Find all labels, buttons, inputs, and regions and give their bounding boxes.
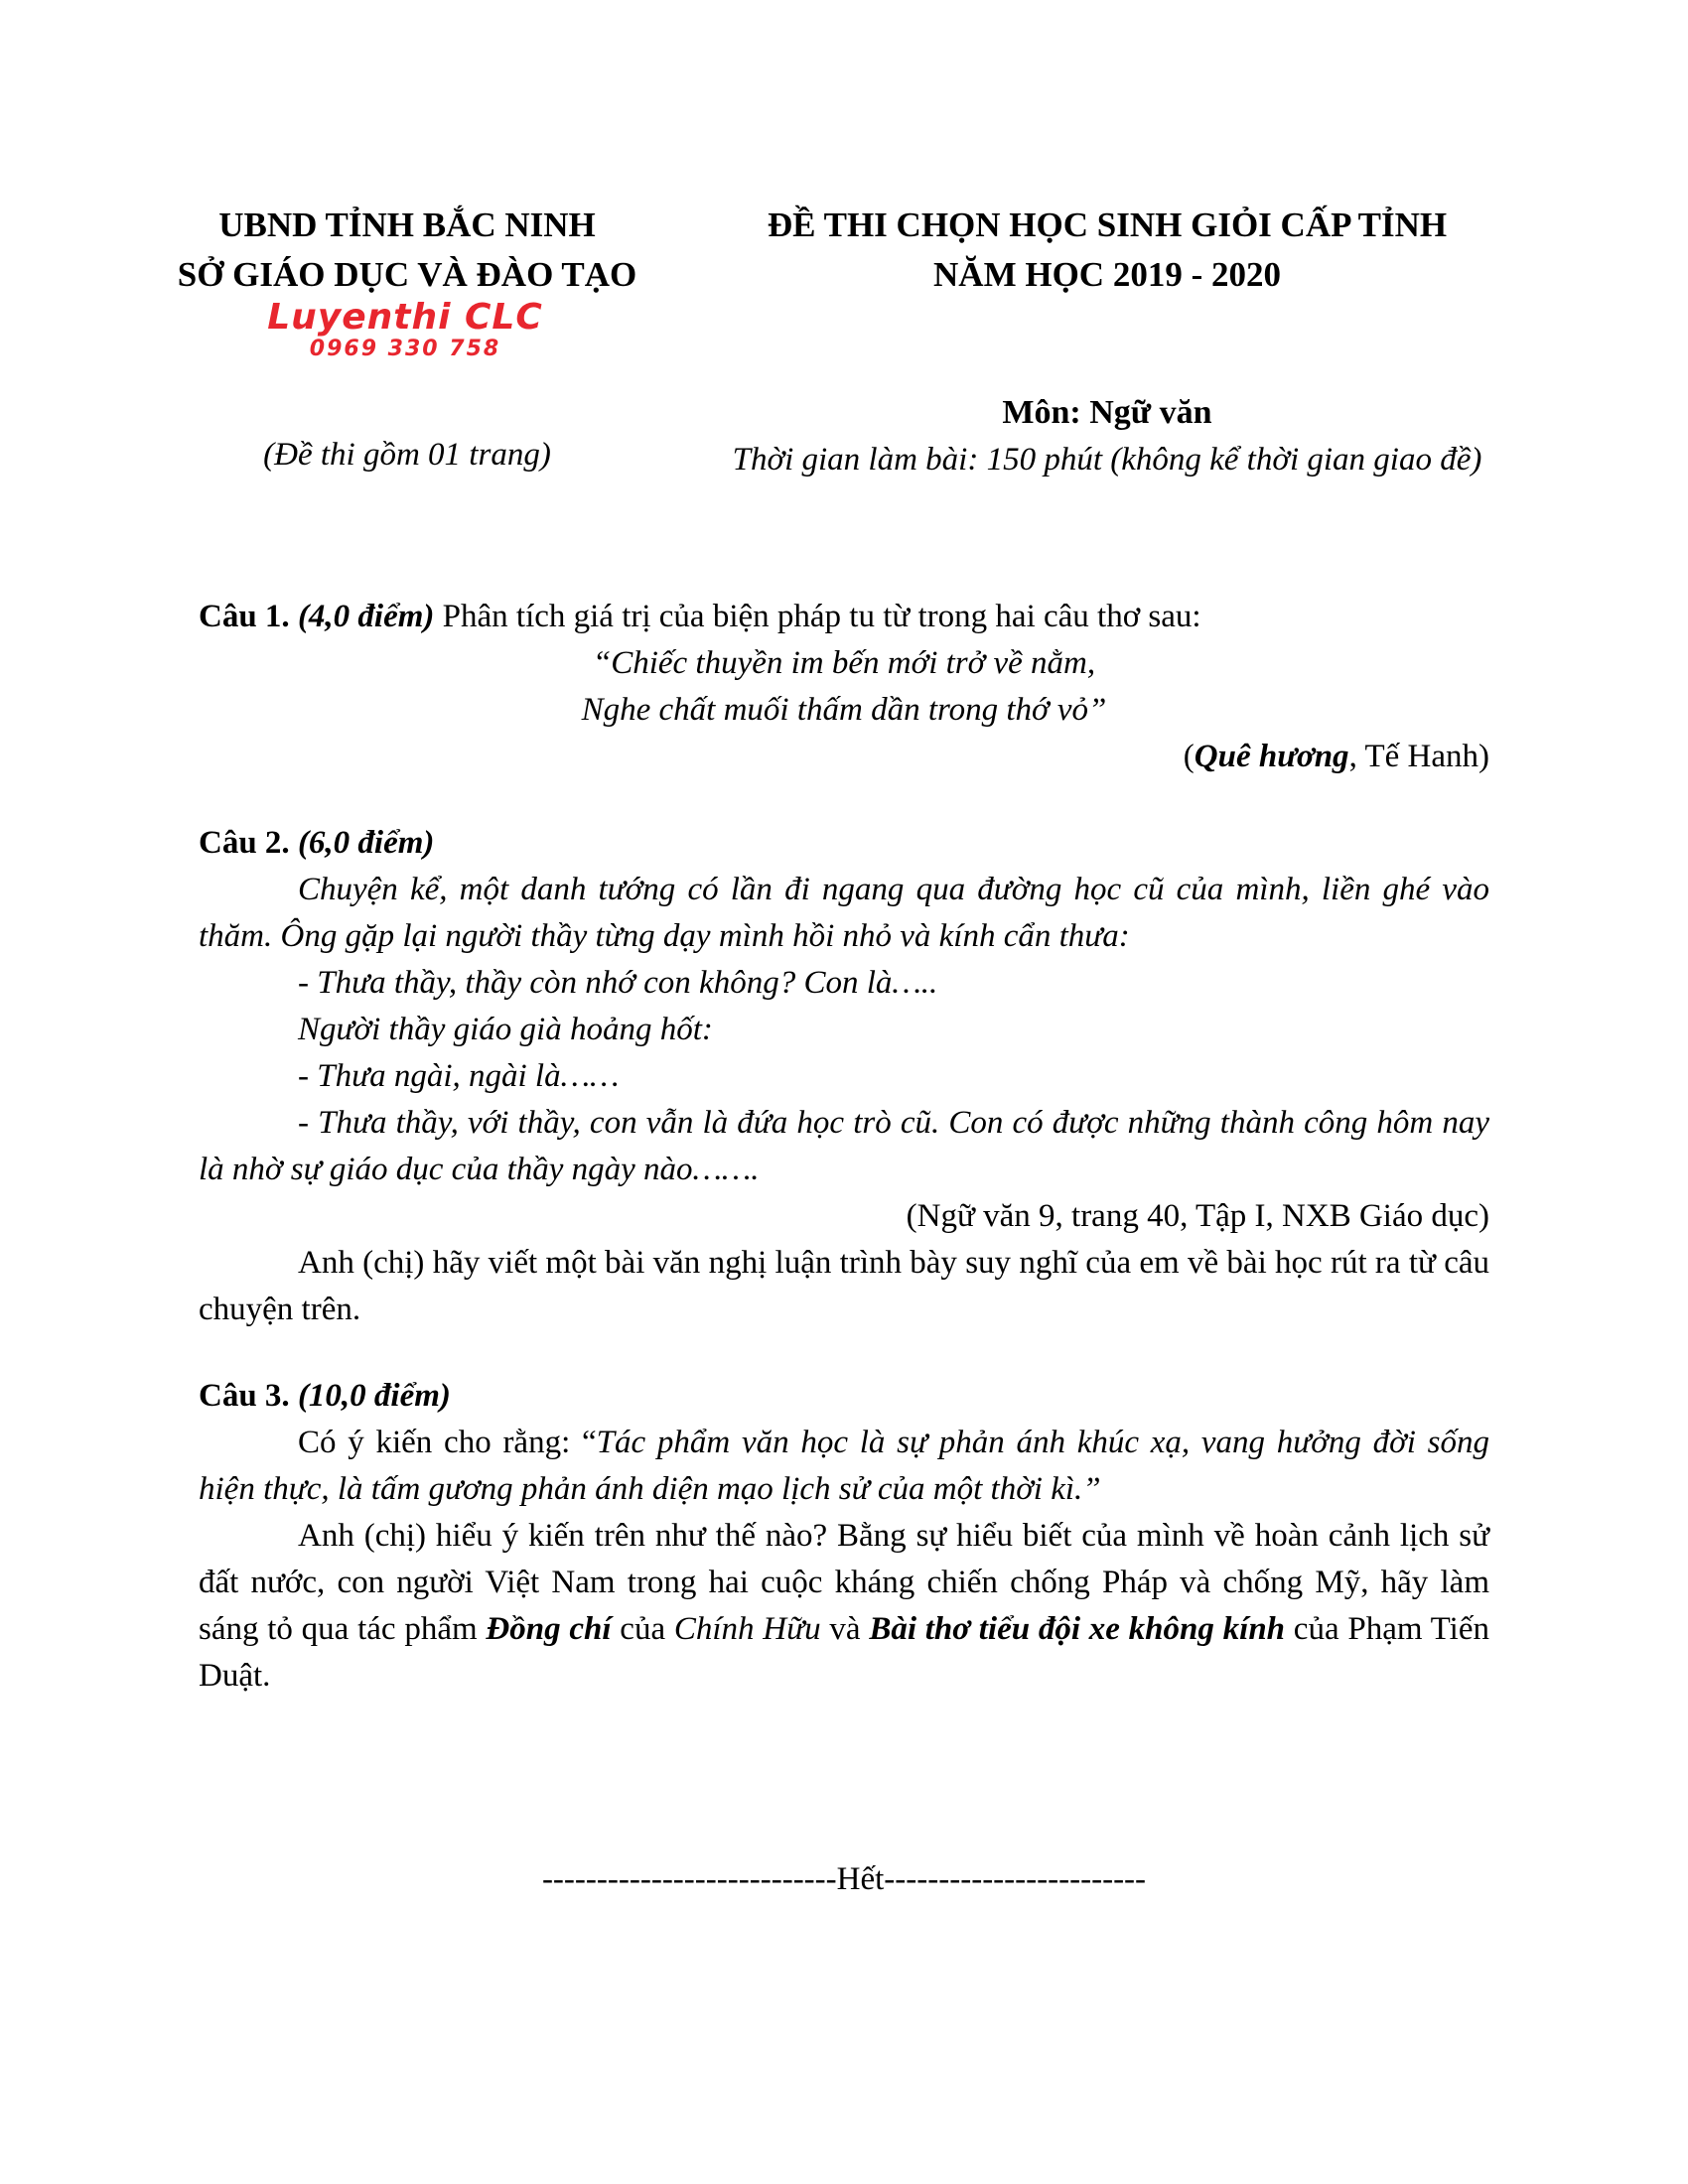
task-part-4: của Phạm Tiến Duật. — [199, 1611, 1489, 1694]
question-3-opinion — [199, 1420, 1489, 1513]
exam-body — [199, 594, 1489, 1700]
question-2-heading — [199, 820, 1489, 867]
question-1-heading — [199, 594, 1489, 640]
question-3-points: (10,0 điểm) — [297, 1378, 451, 1414]
question-2-points: (6,0 điểm) — [297, 825, 435, 861]
question-2-task: Anh (chị) hãy viết một bài văn nghị luận trình bày suy nghĩ của em về bài học rút ra từ câu chuyện trên. — [199, 1245, 1489, 1327]
opinion-quote: Tác phẩm văn học là sự phản ánh khúc xạ, vang hưởng đời sống hiện thực, là tấm gương phản ánh diện mạo lịch sử của một thời kì. — [199, 1425, 1489, 1507]
opinion-intro: Có ý kiến cho rằng: “ — [298, 1425, 597, 1460]
task-part-1: Anh (chị) hiểu ý kiến trên như thế nào? Bằng sự hiểu biết của mình về hoàn cảnh lịch sử đất nước, con người Việt Nam trong hai cuộc kháng chiến chống Pháp và chống Mỹ, hãy làm sáng tỏ qua tác phẩm — [199, 1518, 1489, 1647]
opinion-close: ” — [1082, 1471, 1101, 1507]
watermark-logo — [246, 298, 564, 367]
poem-line-2: Nghe chất muối thấm dần trong thớ vỏ” — [581, 692, 1107, 728]
poem-source-open: ( — [1183, 739, 1195, 774]
time-limit: Thời gian làm bài: 150 phút (không kể thời gian giao đề) — [732, 442, 1482, 478]
subject-label: Môn: Ngữ văn — [1002, 394, 1212, 431]
end-marker: ---------------------------Hết------------------------ — [541, 1861, 1147, 1897]
story-paragraph-1: Chuyện kể, một danh tướng có lần đi ngang qua đường học cũ của mình, liền ghé vào thăm. Ông gặp lại người thầy từng dạy mình hồi nhỏ và kính cẩn thưa: — [199, 872, 1489, 954]
logo-name: Luyenthi CLC — [267, 297, 543, 338]
exam-title-block — [695, 201, 1519, 300]
question-2-number: Câu 2. — [199, 825, 290, 861]
pages-note: (Đề thi gồm 01 trang) — [263, 437, 551, 473]
story-paragraph-4: - Thưa ngài, ngài là…… — [298, 1058, 620, 1094]
work-bai-tho-tieu-doi: Bài thơ tiểu đội xe không kính — [869, 1611, 1286, 1647]
story-paragraph-3: Người thầy giáo già hoảng hốt: — [298, 1012, 713, 1047]
poem-source-author: , Tế Hanh) — [1348, 739, 1489, 774]
story-paragraph-2: - Thưa thầy, thầy còn nhớ con không? Con là….. — [298, 965, 938, 1001]
question-3-task — [199, 1513, 1489, 1700]
question-1-number: Câu 1. — [199, 599, 290, 634]
poem-source-title: Quê hương — [1194, 739, 1349, 774]
issuer-line-1: UBND TỈNH BẮC NINH — [218, 205, 596, 244]
question-1-points: (4,0 điểm) — [297, 599, 435, 634]
task-part-2: của — [611, 1611, 674, 1647]
exam-title-line-1: ĐỀ THI CHỌN HỌC SINH GIỎI CẤP TỈNH — [767, 205, 1448, 244]
question-3-number: Câu 3. — [199, 1378, 290, 1414]
author-chinh-huu: Chính Hữu — [673, 1611, 821, 1647]
story-source: (Ngữ văn 9, trang 40, Tập I, NXB Giáo dục) — [906, 1198, 1489, 1234]
task-part-3: và — [820, 1611, 870, 1647]
work-dong-chi: Đồng chí — [486, 1611, 612, 1647]
question-3-heading — [199, 1373, 1489, 1420]
poem-source — [199, 734, 1489, 780]
issuer-block — [149, 201, 665, 300]
question-1-prompt: Phân tích giá trị của biện pháp tu từ trong hai câu thơ sau: — [434, 599, 1201, 634]
exam-title-line-2: NĂM HỌC 2019 - 2020 — [933, 255, 1281, 294]
issuer-line-2: SỞ GIÁO DỤC VÀ ĐÀO TẠO — [177, 255, 637, 294]
poem-line-1: “Chiếc thuyền im bến mới trở về nằm, — [592, 645, 1096, 681]
logo-phone: 0969 330 758 — [309, 337, 501, 361]
story-paragraph-5: - Thưa thầy, với thầy, con vẫn là đứa học trò cũ. Con có được những thành công hôm nay là nhờ sự giáo dục của thầy ngày nào……. — [199, 1105, 1489, 1187]
